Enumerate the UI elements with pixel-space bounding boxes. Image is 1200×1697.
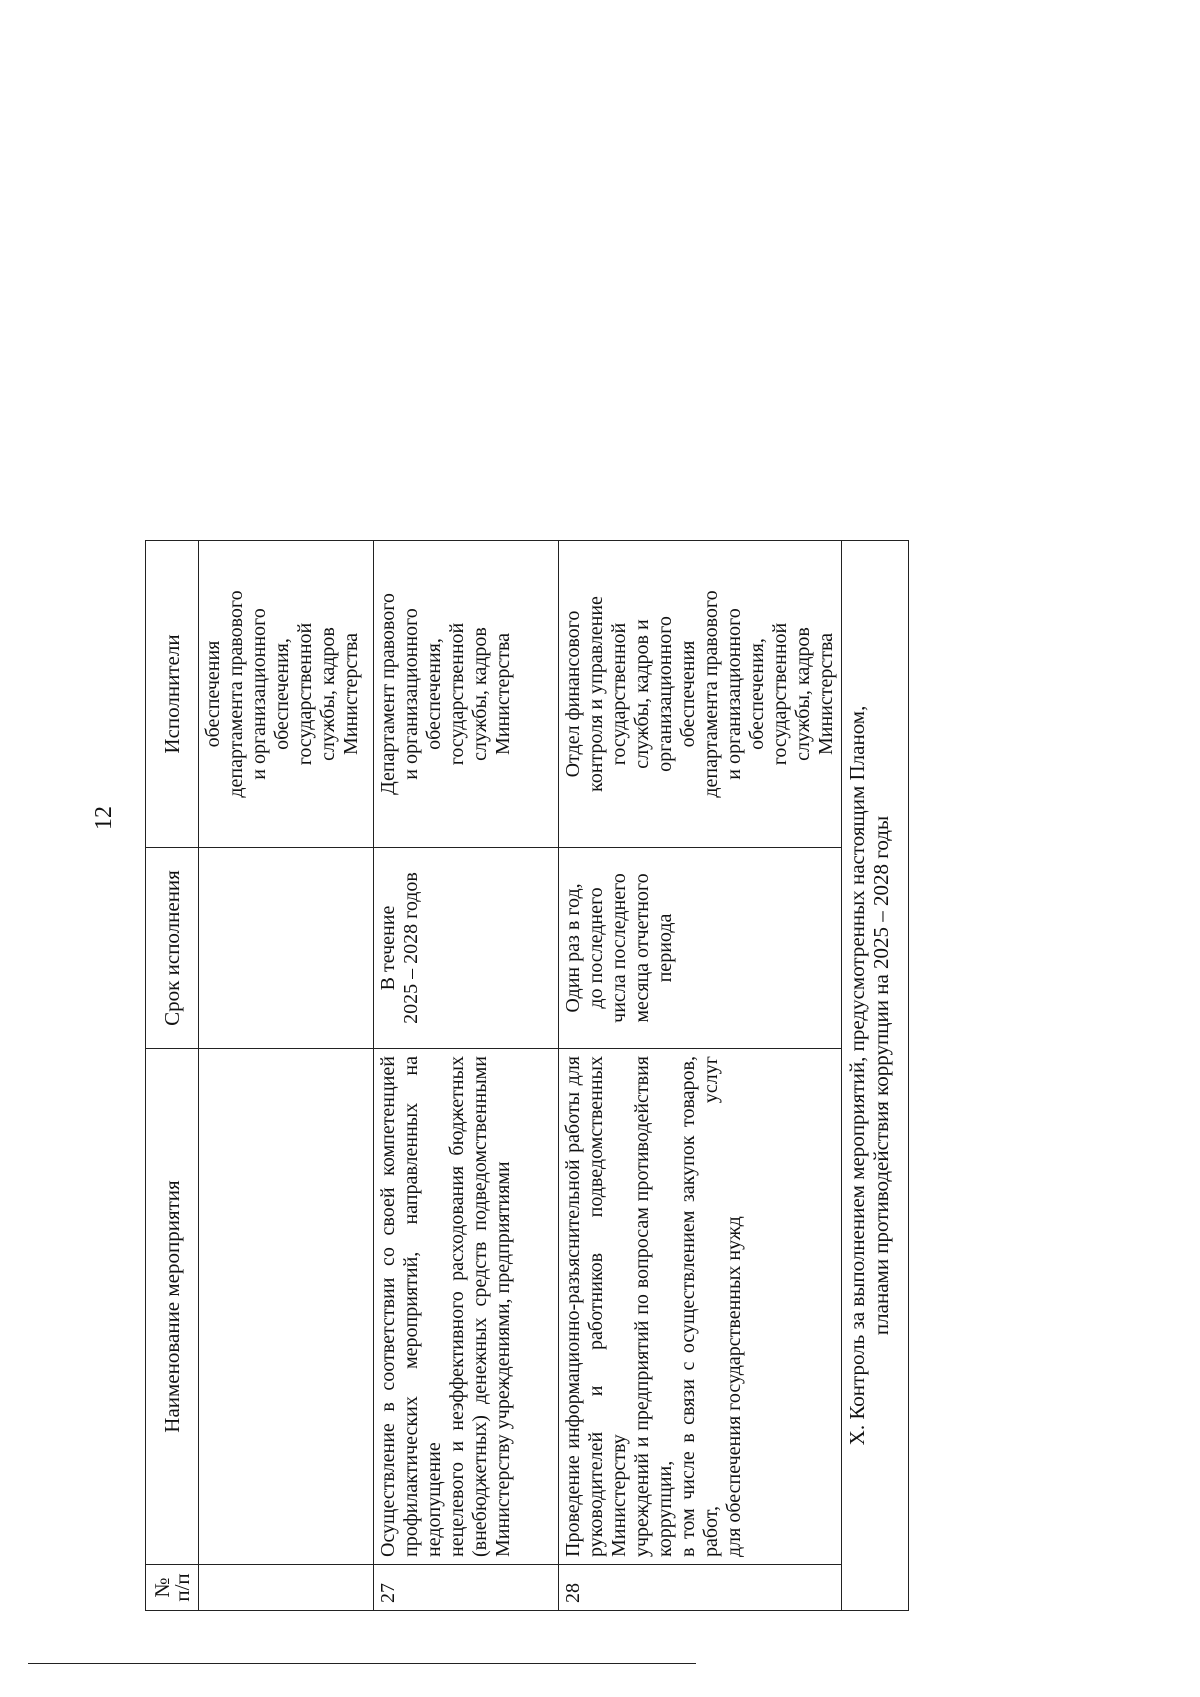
executors-cell xyxy=(199,541,374,848)
executor-line: Министерства xyxy=(340,632,362,756)
executor-line: службы, кадров xyxy=(792,627,814,761)
executor-line: службы, кадров и xyxy=(631,619,653,769)
event-name-line: учреждений и предприятий по вопросам противодействия коррупции, xyxy=(631,1056,676,1557)
table-row xyxy=(559,541,842,1611)
deadline-line: числа последнего xyxy=(608,873,630,1023)
executor-line: обеспечения, xyxy=(423,638,445,750)
event-name-cell xyxy=(559,1049,842,1565)
header-number-line2: п/п xyxy=(170,1573,194,1602)
executor-line: обеспечения xyxy=(202,640,224,748)
deadline-cell xyxy=(559,848,842,1049)
deadline-cell xyxy=(199,848,374,1049)
executor-line: государственной xyxy=(294,622,316,766)
deadline-line: периода xyxy=(654,913,676,983)
executor-line: службы, кадров xyxy=(469,627,491,761)
section-heading xyxy=(842,541,909,1611)
executor-line: департамента правового xyxy=(700,590,722,798)
row-number: 28 xyxy=(559,1565,842,1611)
section-heading-line: планами противодействия коррупции на 2025 – 2028 годы xyxy=(869,815,893,1336)
executors-cell xyxy=(374,541,559,848)
executor-line: обеспечения, xyxy=(746,638,768,750)
event-name-line: в том числе в связи с осуществлением закупок товаров, работ, услуг xyxy=(677,1056,722,1557)
header-event-name: Наименование мероприятия xyxy=(146,1049,199,1565)
table-body xyxy=(199,541,909,1611)
anti-corruption-plan-table xyxy=(145,540,909,1611)
section-heading-row xyxy=(842,541,909,1611)
executor-line: государственной xyxy=(446,622,468,766)
executor-line: Отдел финансового xyxy=(562,610,584,778)
page-number: 12 xyxy=(91,806,117,830)
event-name-line: профилактических мероприятий, направленных на недопущение xyxy=(400,1056,445,1557)
deadline-line: В течение xyxy=(377,905,399,991)
event-name-line: руководителей и работников подведомственных Министерству xyxy=(585,1056,630,1557)
executor-line: Министерства xyxy=(815,632,837,756)
executor-line: контроля и управление xyxy=(585,596,607,792)
event-name-line: Осуществление в соответствии со своей компетенцией xyxy=(377,1056,399,1557)
deadline-line: 2025 – 2028 годов xyxy=(400,872,422,1024)
executor-line: Департамент правового xyxy=(377,593,399,795)
row-number: 27 xyxy=(374,1565,559,1611)
executor-line: организационного xyxy=(654,616,676,772)
executor-line: и организационного xyxy=(723,608,745,780)
event-name-line: нецелевого и неэффективного расходования бюджетных xyxy=(446,1056,468,1557)
executor-line: государственной xyxy=(769,622,791,766)
executor-line: службы, кадров xyxy=(317,627,339,761)
executor-line: Министерства xyxy=(492,632,514,756)
section-heading-line: X. Контроль за выполнением мероприятий, предусмотренных настоящим Планом, xyxy=(845,705,869,1446)
executor-line: обеспечения xyxy=(677,640,699,748)
row-number xyxy=(199,1565,374,1611)
executor-line: государственной xyxy=(608,622,630,766)
deadline-line: до последнего xyxy=(585,887,607,1009)
header-deadline: Срок исполнения xyxy=(146,848,199,1049)
event-name-line: для обеспечения государственных нужд xyxy=(723,1216,745,1557)
executor-line: департамента правового xyxy=(225,590,247,798)
event-name-line: Министерству учреждениями, предприятиями xyxy=(492,1161,514,1557)
deadline-line: Один раз в год, xyxy=(562,883,584,1013)
deadline-line: месяца отчетного xyxy=(631,873,653,1023)
executor-line: и организационного xyxy=(248,608,270,780)
event-name-line: (внебюджетных) денежных средств подведомственными xyxy=(469,1056,491,1557)
table-row xyxy=(374,541,559,1611)
rotated-landscape-sheet xyxy=(145,541,1125,1611)
table-row xyxy=(199,541,374,1611)
event-name-line: Проведение информационно-разъяснительной работы для xyxy=(562,1056,584,1557)
table-header-row xyxy=(146,541,199,1611)
footer-rule xyxy=(28,1663,696,1664)
event-name-cell xyxy=(199,1049,374,1565)
executor-line: обеспечения, xyxy=(271,638,293,750)
event-name-cell xyxy=(374,1049,559,1565)
header-number xyxy=(146,1565,199,1611)
executors-cell xyxy=(559,541,842,848)
header-executors: Исполнители xyxy=(146,541,199,848)
deadline-cell xyxy=(374,848,559,1049)
executor-line: и организационного xyxy=(400,608,422,780)
header-number-line1: № xyxy=(150,1577,174,1598)
